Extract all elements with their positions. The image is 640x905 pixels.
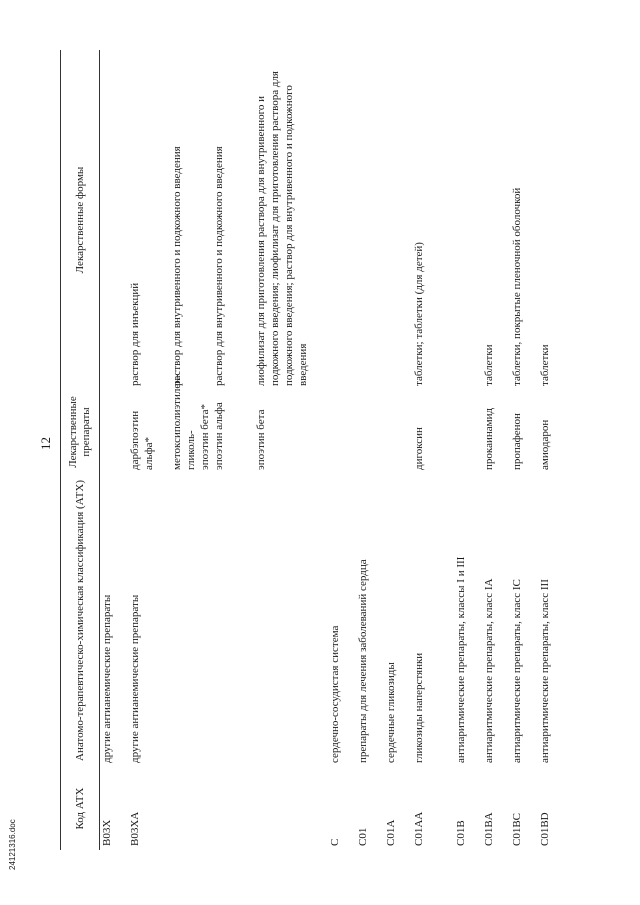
table-row (328, 50, 356, 850)
table-row (454, 50, 482, 850)
cell-classification: гликозиды наперстянки (413, 652, 426, 763)
table-row (356, 50, 384, 850)
cell-form: таблетки (539, 344, 552, 386)
cell-code (170, 767, 212, 850)
table-row (212, 50, 254, 850)
cell-classification: препараты для лечения заболеваний сердца (357, 559, 370, 763)
cell-drug: амиодарон (539, 419, 552, 470)
cell-classification: антиаритмические препараты, класс IA (483, 578, 496, 763)
cell-classification: сердечные гликозиды (385, 662, 398, 763)
cell-form: раствор для внутривенного и подкожного введения (213, 146, 226, 386)
table-row (254, 50, 328, 850)
cell-form (454, 50, 482, 390)
cell-form: таблетки (483, 344, 496, 386)
table-row (170, 50, 212, 850)
cell-classification (212, 474, 254, 767)
cell-drug (100, 390, 129, 474)
cell-code (212, 767, 254, 850)
cell-code: B03XA (129, 811, 141, 846)
cell-code: C01AA (413, 811, 426, 846)
table-row (510, 50, 538, 850)
cell-drug: прокаинамид (483, 407, 496, 470)
cell-drug (328, 390, 356, 474)
document-table-rotated (60, 50, 590, 850)
header-code: Код АТХ (61, 767, 100, 850)
cell-form (356, 50, 384, 390)
table-row (128, 50, 170, 850)
cell-form (328, 50, 356, 390)
table-row (482, 50, 510, 850)
cell-classification: антиаритмические препараты, классы I и III (455, 556, 468, 763)
cell-form: таблетки; таблетки (для детей) (413, 242, 426, 386)
header-forms: Лекарственные формы (61, 50, 100, 390)
cell-code (254, 767, 328, 850)
cell-form: раствор для внутривенного и подкожного введения (171, 146, 183, 386)
cell-classification (254, 474, 328, 767)
cell-drug: дарбэпоэтин альфа* (129, 410, 156, 470)
cell-drug: эпоэтин альфа (213, 402, 226, 470)
cell-form: таблетки, покрытые пленочной оболочкой (511, 187, 524, 386)
cell-drug (454, 390, 482, 474)
cell-classification (170, 474, 212, 767)
cell-classification: сердечно-сосудистая система (329, 625, 342, 763)
cell-code: C01BD (539, 812, 552, 846)
cell-drug: дигоксин (413, 427, 426, 470)
cell-form (100, 50, 129, 390)
cell-form: раствор для инъекций (129, 282, 141, 386)
table-header-row (61, 50, 100, 850)
cell-code: B03X (101, 819, 113, 846)
page-number: 12 (38, 437, 53, 450)
cell-form: лиофилизат для приготовления раствора для внутривенного и подкожного введения; лиофилизат для приготовления раствора для подкожного введения; раствор для внутривенного и подкожного введения (255, 71, 310, 386)
cell-form (384, 50, 412, 390)
cell-code: C01A (385, 819, 398, 846)
cell-classification: антиаритмические препараты, класс IC (511, 579, 524, 763)
cell-classification: антиаритмические препараты, класс III (539, 579, 552, 763)
cell-code: C01BC (511, 812, 524, 846)
cell-drug: пропафенон (511, 413, 524, 470)
cell-classification: другие антианемические препараты (129, 594, 141, 763)
cell-code: C01BA (483, 812, 496, 846)
cell-code: C01 (357, 827, 370, 846)
table-row (412, 50, 454, 850)
header-classification: Анатомо-терапевтическо-химическая классификация (АТХ) (61, 474, 100, 767)
header-drugs: Лекарственные препараты (61, 390, 100, 474)
cell-drug (356, 390, 384, 474)
cell-drug: эпоэтин бета (255, 409, 268, 470)
file-footer: 24121316.doc (8, 819, 17, 870)
table-row (100, 50, 129, 850)
cell-drug (384, 390, 412, 474)
cell-drug: метоксиполиэтилен-гликоль-эпоэтин бета* (171, 374, 212, 470)
cell-code: C01B (455, 820, 468, 846)
table-row (538, 50, 566, 850)
cell-classification: другие антианемические препараты (101, 594, 113, 763)
cell-code: C (329, 838, 342, 846)
drug-classification-table (60, 50, 566, 850)
table-row (384, 50, 412, 850)
